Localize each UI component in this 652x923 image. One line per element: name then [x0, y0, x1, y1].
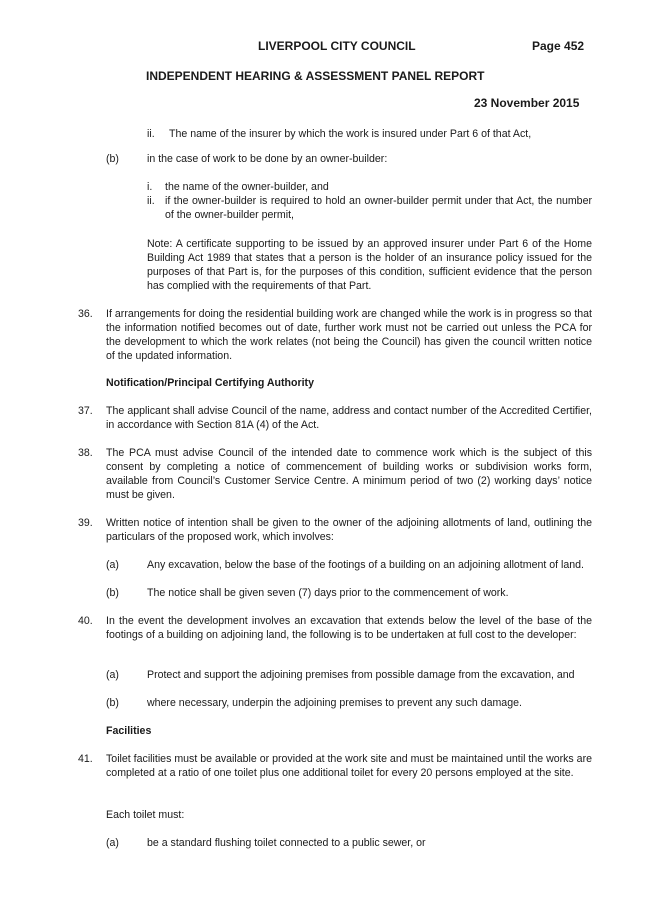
council-name: LIVERPOOL CITY COUNCIL — [258, 39, 416, 53]
item-b-number: (b) — [106, 153, 119, 165]
condition-40-text: In the event the development involves an excavation that extends below the level of the base of the footings of a building on adjoining land, the following is to be undertaken at full cost to the developer: — [106, 615, 592, 641]
condition-39-b-text: The notice shall be given seven (7) days prior to the commencement of work. — [147, 587, 509, 599]
page-number: Page 452 — [532, 39, 585, 53]
item-ii2-number: ii. — [147, 195, 155, 207]
condition-40-b-number: (b) — [106, 697, 119, 709]
condition-41-text: Toilet facilities must be available or provided at the work site and must be maintained until the works are completed at a ratio of one toilet plus one additional toilet for every 20 persons employed at the site. — [106, 753, 592, 779]
condition-41-a-text: be a standard flushing toilet connected to a public sewer, or — [147, 837, 426, 849]
condition-41-a-number: (a) — [106, 837, 119, 849]
condition-40-b-text: where necessary, underpin the adjoining premises to prevent any such damage. — [147, 697, 522, 709]
condition-41-each-toilet: Each toilet must: — [106, 809, 185, 821]
condition-40-a-number: (a) — [106, 669, 119, 681]
condition-39-a-number: (a) — [106, 559, 119, 571]
item-i-number: i. — [147, 181, 153, 193]
condition-39-a-text: Any excavation, below the base of the footings of a building on an adjoining allotment of land. — [147, 559, 584, 571]
section-heading-notification: Notification/Principal Certifying Authority — [106, 377, 314, 389]
condition-39-number: 39. — [78, 517, 93, 529]
condition-36-text: If arrangements for doing the residential building work are changed while the work is in progress so that the information notified becomes out of date, further work must not be carried out unless the PCA for the development to which the work relates (not being the Council) has given the council written notice of the updated information. — [106, 308, 592, 362]
condition-40-number: 40. — [78, 615, 93, 627]
insurance-note: Note: A certificate supporting to be issued by an approved insurer under Part 6 of the Home Building Act 1989 that states that a person is the holder of an insurance policy issued for the purposes of that Part is, for the purposes of this condition, sufficient evidence that the person has complied with the requirements of that Part. — [147, 238, 592, 292]
condition-38-text: The PCA must advise Council of the intended date to commence work which is the subject of this consent by completing a notice of commencement of building works or subdivision works form, available from Council’s Customer Service Centre. A minimum period of two (2) working days’ notice must be given. — [106, 447, 592, 501]
condition-39-text: Written notice of intention shall be given to the owner of the adjoining allotments of land, outlining the particulars of the proposed work, which involves: — [106, 517, 592, 543]
item-i-text: the name of the owner-builder, and — [165, 181, 329, 193]
item-ii-text: The name of the insurer by which the work is insured under Part 6 of that Act, — [169, 128, 532, 140]
condition-39-b-number: (b) — [106, 587, 119, 599]
item-ii2-text: if the owner-builder is required to hold an owner-builder permit under that Act, the number of the owner-builder permit, — [165, 195, 592, 221]
item-ii-number: ii. — [147, 128, 155, 140]
item-b-text: in the case of work to be done by an owner-builder: — [147, 153, 388, 165]
section-heading-facilities: Facilities — [106, 725, 152, 737]
condition-37-number: 37. — [78, 405, 93, 417]
condition-38-number: 38. — [78, 447, 93, 459]
condition-36-number: 36. — [78, 308, 93, 320]
condition-41-number: 41. — [78, 753, 93, 765]
report-title: INDEPENDENT HEARING & ASSESSMENT PANEL REPORT — [146, 69, 485, 83]
condition-40-a-text: Protect and support the adjoining premises from possible damage from the excavation, and — [147, 669, 575, 681]
report-date: 23 November 2015 — [474, 96, 580, 110]
condition-37-text: The applicant shall advise Council of the name, address and contact number of the Accredited Certifier, in accordance with Section 81A (4) of the Act. — [106, 405, 592, 431]
